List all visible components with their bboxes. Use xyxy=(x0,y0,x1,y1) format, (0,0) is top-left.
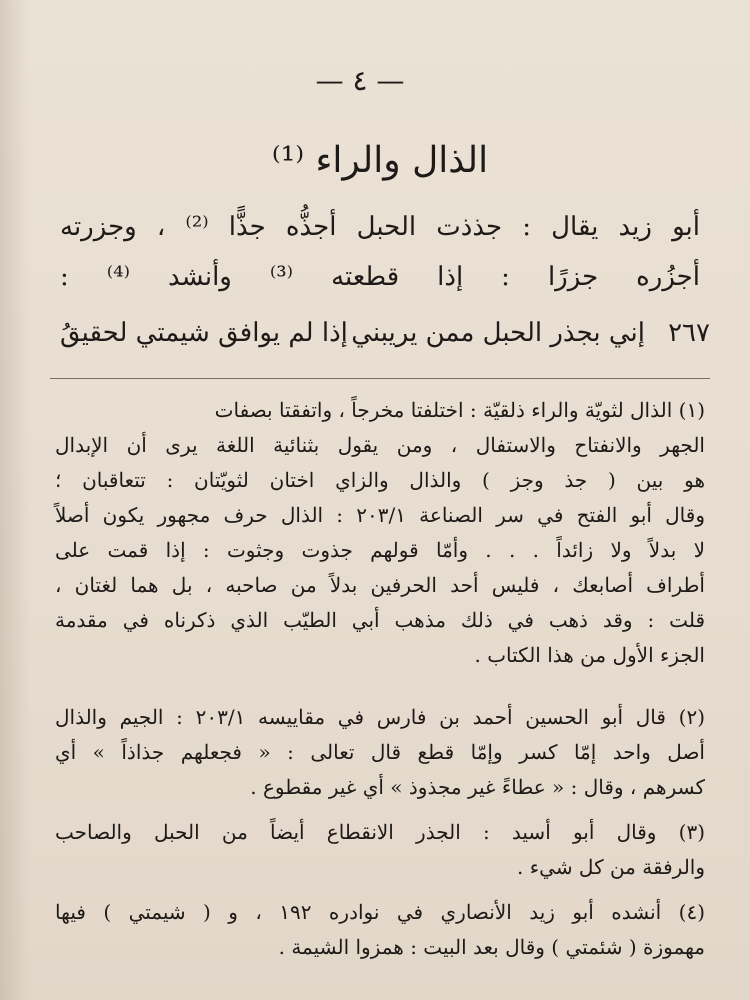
chapter-title: الذال والراء ⁽¹⁾ xyxy=(271,140,489,181)
page-edge-shadow xyxy=(0,0,30,1000)
footnote-3-line: (٣) وقال أبو أسيد : الجذر الانقطاع أيضاً من الحبل والصاحب xyxy=(55,820,705,844)
body-line-1: أبو زيد يقال : جذذت الحبل أجذُّه جذًّا ⁽²⁾ ، وجزرته xyxy=(60,212,700,242)
body-line-2: أجزُره جزرًا : إذا قطعته ⁽³⁾ وأنشد ⁽⁴⁾ : xyxy=(60,262,700,292)
footnote-4-line: مهموزة ( شئمتي ) وقال بعد البيت : همزوا الشيمة . xyxy=(278,935,705,959)
footnote-1-line: وقال أبو الفتح في سر الصناعة ٢٠٣/١ : الذال حرف مجهور يكون أصلاً xyxy=(55,503,705,527)
page-number: — ٤ — xyxy=(315,64,405,97)
footnote-2-line: كسرهم ، وقال : « عطاءً غير مجذوذ » أي غير مقطوع . xyxy=(250,775,705,799)
footnote-1-line: الجزء الأول من هذا الكتاب . xyxy=(474,643,705,667)
footnote-1-line: (١) الذال لثويّة والراء ذلقيّة : اختلفتا مخرجاً ، واتفقتا بصفات xyxy=(214,398,705,422)
footnote-1-line: الجهر والانفتاح والاستفال ، ومن يقول بثنائية اللغة يرى أن الإبدال xyxy=(55,433,705,457)
footnote-3-line: والرفقة من كل شيء . xyxy=(517,855,705,879)
footnote-divider xyxy=(50,378,710,379)
footnote-1-line: أطراف أصابعك ، فليس أحد الحرفين بدلاً من صاحبه ، بل هما لغتان ، xyxy=(55,573,705,597)
footnote-4-line: (٤) أنشده أبو زيد الأنصاري في نوادره ١٩٢ ، و ( شيمتي ) فيها xyxy=(55,900,705,924)
verse xyxy=(50,318,710,358)
footnote-1-line: لا بدلاً ولا زائداً . . . وأمّا قولهم جذوت وجثوت : إذا قمت على xyxy=(55,538,705,562)
footnote-2-line: (٢) قال أبو الحسين أحمد بن فارس في مقاييسه ٢٠٣/١ : الجيم والذال xyxy=(55,705,705,729)
footnote-2-line: أصل واحد إمّا كسر وإمّا قطع قال تعالى : « فجعلهم جذاذاً » أي xyxy=(55,740,705,764)
verse-hemistich-1: إني بجذر الحبل ممن يريبني xyxy=(351,318,645,348)
verse-hemistich-2: إذا لم يوافق شيمتي لحقيقُ xyxy=(60,318,348,348)
footnote-1-line: هو بين ( جذ وجز ) والذال والزاي اختان لثويّتان : تتعاقبان ؛ xyxy=(55,468,705,492)
footnote-1-line: قلت : وقد ذهب في ذلك مذهب أبي الطيّب الذي ذكرناه في مقدمة xyxy=(55,608,705,632)
verse-number: ٢٦٧ xyxy=(668,318,710,348)
